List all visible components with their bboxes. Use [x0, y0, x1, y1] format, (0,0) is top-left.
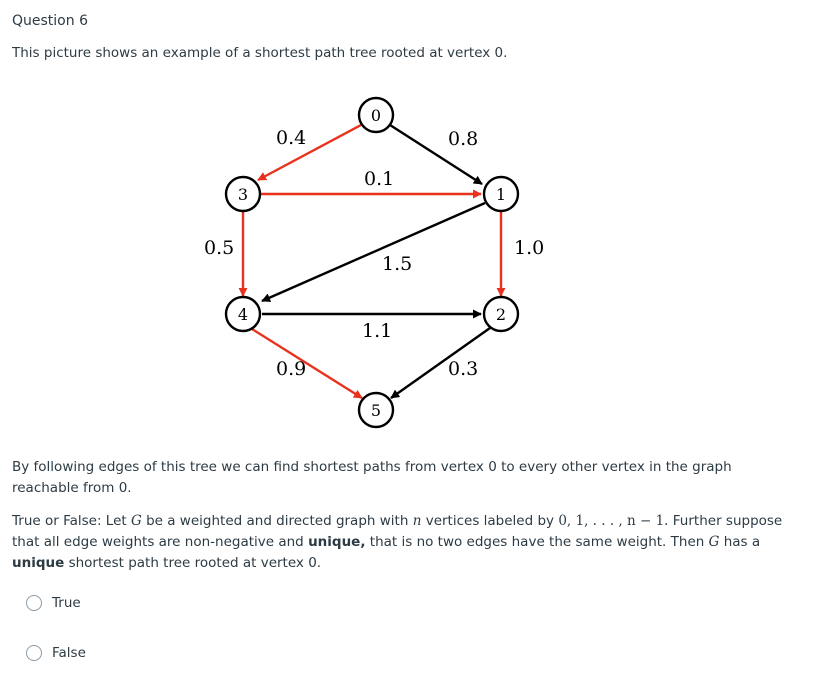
vertex-1 — [484, 177, 518, 211]
math-n: n — [412, 513, 422, 529]
follow-text: By following edges of this tree we can find shortest paths from vertex 0 to every other vertex in the graph reachable from 0. — [12, 459, 732, 496]
edge-1-4 — [262, 203, 485, 301]
math-G: G — [708, 534, 720, 550]
svg-text:1: 1 — [495, 185, 507, 204]
vertex-2 — [484, 297, 518, 331]
radio-true[interactable] — [26, 595, 42, 611]
vertex-4 — [226, 297, 260, 331]
statement-text: Further suppose that all edge weights are non-negative and — [12, 513, 783, 550]
radio-false[interactable] — [26, 645, 42, 661]
statement-text: be a weighted and directed graph with — [146, 513, 409, 529]
weight-3-1: 0.1 — [364, 168, 395, 190]
question-statement — [12, 511, 807, 574]
weight-0-3: 0.4 — [276, 127, 307, 149]
bold-unique: unique, — [308, 534, 366, 550]
answer-option-true[interactable] — [26, 595, 81, 611]
answer-option-false[interactable] — [26, 645, 86, 661]
weight-3-4: 0.5 — [204, 237, 235, 259]
weight-2-5: 0.3 — [448, 358, 479, 380]
weight-4-5: 0.9 — [276, 358, 307, 380]
weight-4-2: 1.1 — [362, 320, 393, 342]
statement-text: has a — [723, 534, 761, 550]
svg-text:5: 5 — [370, 401, 382, 420]
math-G: G — [130, 513, 142, 529]
edge-4-5 — [252, 329, 362, 398]
vertex-5 — [359, 393, 393, 427]
svg-text:4: 4 — [237, 305, 249, 324]
option-label-true[interactable]: True — [52, 595, 81, 611]
weight-1-2: 1.0 — [514, 237, 545, 259]
vertex-0 — [359, 98, 393, 132]
statement-text: vertices labeled by — [425, 513, 555, 529]
option-label-false[interactable]: False — [52, 645, 86, 661]
question-intro: This picture shows an example of a shortest path tree rooted at vertex 0. — [12, 45, 508, 61]
statement-suffix: shortest path tree rooted at vertex 0. — [68, 555, 322, 571]
question-title: Question 6 — [12, 13, 88, 29]
statement-text: that is no two edges have the same weight. Then — [369, 534, 705, 550]
shortest-path-tree-diagram — [190, 90, 550, 440]
math-vertex-labels: 0, 1, . . . , n − 1. — [558, 513, 669, 529]
svg-text:2: 2 — [495, 305, 507, 324]
weight-1-4: 1.5 — [382, 253, 413, 275]
svg-text:3: 3 — [237, 185, 249, 204]
weight-0-1: 0.8 — [448, 128, 479, 150]
edge-0-3 — [258, 125, 361, 180]
statement-prefix: True or False: Let — [12, 513, 127, 529]
svg-text:0: 0 — [370, 106, 382, 125]
bold-unique: unique — [12, 555, 65, 571]
vertex-3 — [226, 177, 260, 211]
